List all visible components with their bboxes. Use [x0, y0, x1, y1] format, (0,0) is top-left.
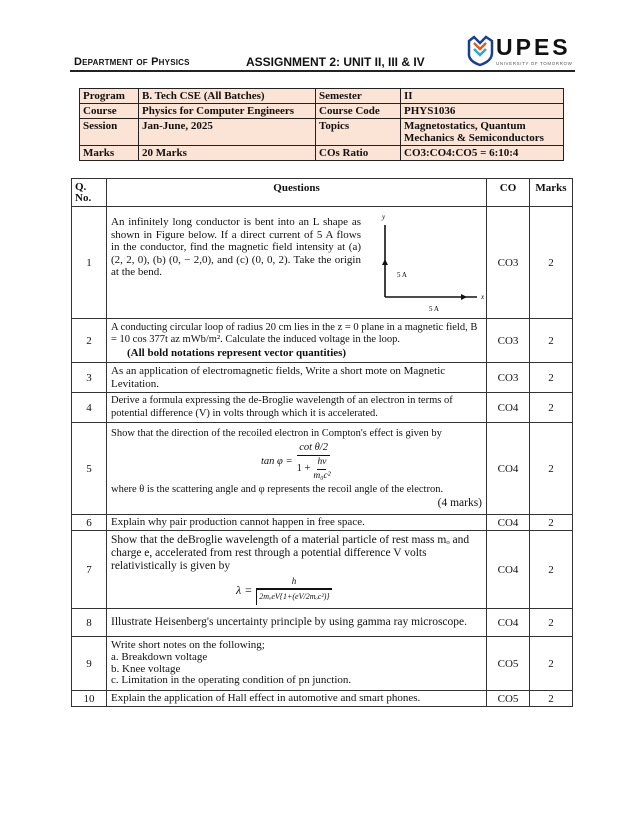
- co-cell: CO4: [487, 423, 530, 515]
- list-item: a. Breakdown voltage: [111, 650, 208, 663]
- formula-inner-denominator: m₀c²: [313, 470, 331, 481]
- assignment-title: ASSIGNMENT 2: UNIT II, III & IV: [246, 55, 425, 69]
- table-row: [72, 207, 573, 319]
- y-axis-label: y: [382, 213, 386, 221]
- topics-label: Topics: [316, 119, 401, 146]
- topics-value: Magnetostatics, Quantum Mechanics & Semiconductors: [401, 119, 564, 146]
- question-number: 4: [72, 393, 107, 423]
- table-row: [72, 515, 573, 531]
- co-cell: CO3: [487, 363, 530, 393]
- question-text: An infinitely long conductor is bent into an L shape as shown in Figure below. If a direct current of 5 A flows in the conductor, find the magnetic field intensity at (a) (2, 2, 0), (b) (0, − 2,0), and (c) (0, 0, 2). Take the origin at the bend.: [111, 216, 361, 279]
- question-number: 10: [72, 691, 107, 707]
- debroglie-formula: [236, 575, 482, 604]
- marks-label: Marks: [80, 146, 139, 161]
- table-row: [72, 531, 573, 609]
- session-label: Session: [80, 119, 139, 146]
- question-text: Show that the deBroglie wavelength of a material particle of rest mass mₒ and charge e, accelerated from rest through a potential difference V volts relativistically is given by: [111, 534, 470, 573]
- co-cell: CO4: [487, 393, 530, 423]
- cos-ratio-value: CO3:CO4:CO5 = 6:10:4: [401, 146, 564, 161]
- table-row: [72, 637, 573, 691]
- question-text: Illustrate Heisenberg's uncertainty principle by using gamma ray microscope.: [107, 609, 487, 637]
- marks-cell: 2: [530, 363, 573, 393]
- vector-note: (All bold notations represent vector quantities): [127, 346, 347, 359]
- table-row: [72, 363, 573, 393]
- question-text: Derive a formula expressing the de-Broglie wavelength of an electron in terms of potential difference (V) in volts through which it is accelerated.: [107, 393, 487, 423]
- question-number: 5: [72, 423, 107, 515]
- question-text: Show that the direction of the recoiled electron in Compton's effect is given by: [111, 427, 442, 439]
- question-number: 1: [72, 207, 107, 319]
- question-cell: [107, 207, 487, 319]
- logo-tagline: UNIVERSITY OF TOMORROW: [496, 61, 573, 66]
- question-number: 3: [72, 363, 107, 393]
- question-cell: [107, 637, 487, 691]
- formula-numerator: h: [256, 575, 331, 589]
- co-cell: CO3: [487, 319, 530, 363]
- course-label: Course: [80, 104, 139, 119]
- questions-table: [71, 178, 573, 707]
- co-cell: CO4: [487, 531, 530, 609]
- compton-formula: [261, 440, 482, 484]
- program-label: Program: [80, 89, 139, 104]
- co-cell: CO5: [487, 691, 530, 707]
- question-text: Explain why pair production cannot happen in free space.: [107, 515, 487, 531]
- formula-numerator: cot θ/2: [297, 442, 330, 456]
- questions-header: Questions: [107, 179, 487, 207]
- qno-header: Q. No.: [72, 179, 107, 207]
- question-number: 2: [72, 319, 107, 363]
- marks-cell: 2: [530, 319, 573, 363]
- list-item: c. Limitation in the operating condition of pn junction.: [111, 674, 352, 687]
- marks-note: (4 marks): [437, 496, 482, 509]
- marks-value: 20 Marks: [139, 146, 316, 161]
- table-row: [72, 691, 573, 707]
- co-cell: CO4: [487, 609, 530, 637]
- table-row: [72, 423, 573, 515]
- marks-cell: 2: [530, 609, 573, 637]
- co-cell: CO4: [487, 515, 530, 531]
- semester-value: II: [401, 89, 564, 104]
- question-text: Write short notes on the following;: [111, 638, 265, 651]
- marks-cell: 2: [530, 515, 573, 531]
- department-title: Department of Physics: [74, 56, 190, 68]
- formula-inner-numerator: hν: [317, 456, 326, 470]
- upes-emblem-icon: [466, 33, 496, 67]
- question-cell: [107, 319, 487, 363]
- l-shape-conductor-figure: [367, 211, 487, 311]
- course-info-table: [79, 88, 564, 161]
- co-header: CO: [487, 179, 530, 207]
- list-item: b. Knee voltage: [111, 662, 181, 675]
- table-row: [72, 319, 573, 363]
- course-code-value: PHYS1036: [401, 104, 564, 119]
- table-row: [72, 393, 573, 423]
- vertical-current-label: 5 A: [397, 271, 407, 279]
- program-value: B. Tech CSE (All Batches): [139, 89, 316, 104]
- question-tail: where θ is the scattering angle and φ represents the recoil angle of the electron.: [111, 484, 444, 496]
- marks-cell: 2: [530, 423, 573, 515]
- formula-lhs: λ =: [236, 582, 253, 597]
- upes-logo: [466, 33, 576, 73]
- question-number: 9: [72, 637, 107, 691]
- formula-denominator: 2mₒeV{1+(eV/2mₒc²)}: [256, 589, 331, 605]
- marks-cell: 2: [530, 637, 573, 691]
- marks-cell: 2: [530, 691, 573, 707]
- session-value: Jan-June, 2025: [139, 119, 316, 146]
- marks-cell: 2: [530, 393, 573, 423]
- formula-denominator-one: 1 +: [296, 462, 311, 474]
- cos-ratio-label: COs Ratio: [316, 146, 401, 161]
- question-text: A conducting circular loop of radius 20 cm lies in the z = 0 plane in a magnetic field, B = 10 cos 377t az mWb/m². Calculate the induced voltage in the loop.: [111, 321, 478, 346]
- question-number: 6: [72, 515, 107, 531]
- horizontal-current-label: 5 A: [429, 305, 439, 311]
- question-number: 8: [72, 609, 107, 637]
- table-header-row: [72, 179, 573, 207]
- course-code-label: Course Code: [316, 104, 401, 119]
- marks-header: Marks: [530, 179, 573, 207]
- x-axis-label: x: [481, 293, 485, 301]
- course-value: Physics for Computer Engineers: [139, 104, 316, 119]
- logo-wordmark: UPES: [496, 34, 571, 60]
- co-cell: CO3: [487, 207, 530, 319]
- question-cell: [107, 423, 487, 515]
- marks-cell: 2: [530, 531, 573, 609]
- question-cell: [107, 531, 487, 609]
- question-number: 7: [72, 531, 107, 609]
- formula-lhs: tan φ =: [261, 455, 293, 467]
- table-row: [72, 609, 573, 637]
- question-text: Explain the application of Hall effect in automotive and smart phones.: [107, 691, 487, 707]
- marks-cell: 2: [530, 207, 573, 319]
- co-cell: CO5: [487, 637, 530, 691]
- question-text: As an application of electromagnetic fields, Write a short mote on Magnetic Levitation.: [107, 363, 487, 393]
- semester-label: Semester: [316, 89, 401, 104]
